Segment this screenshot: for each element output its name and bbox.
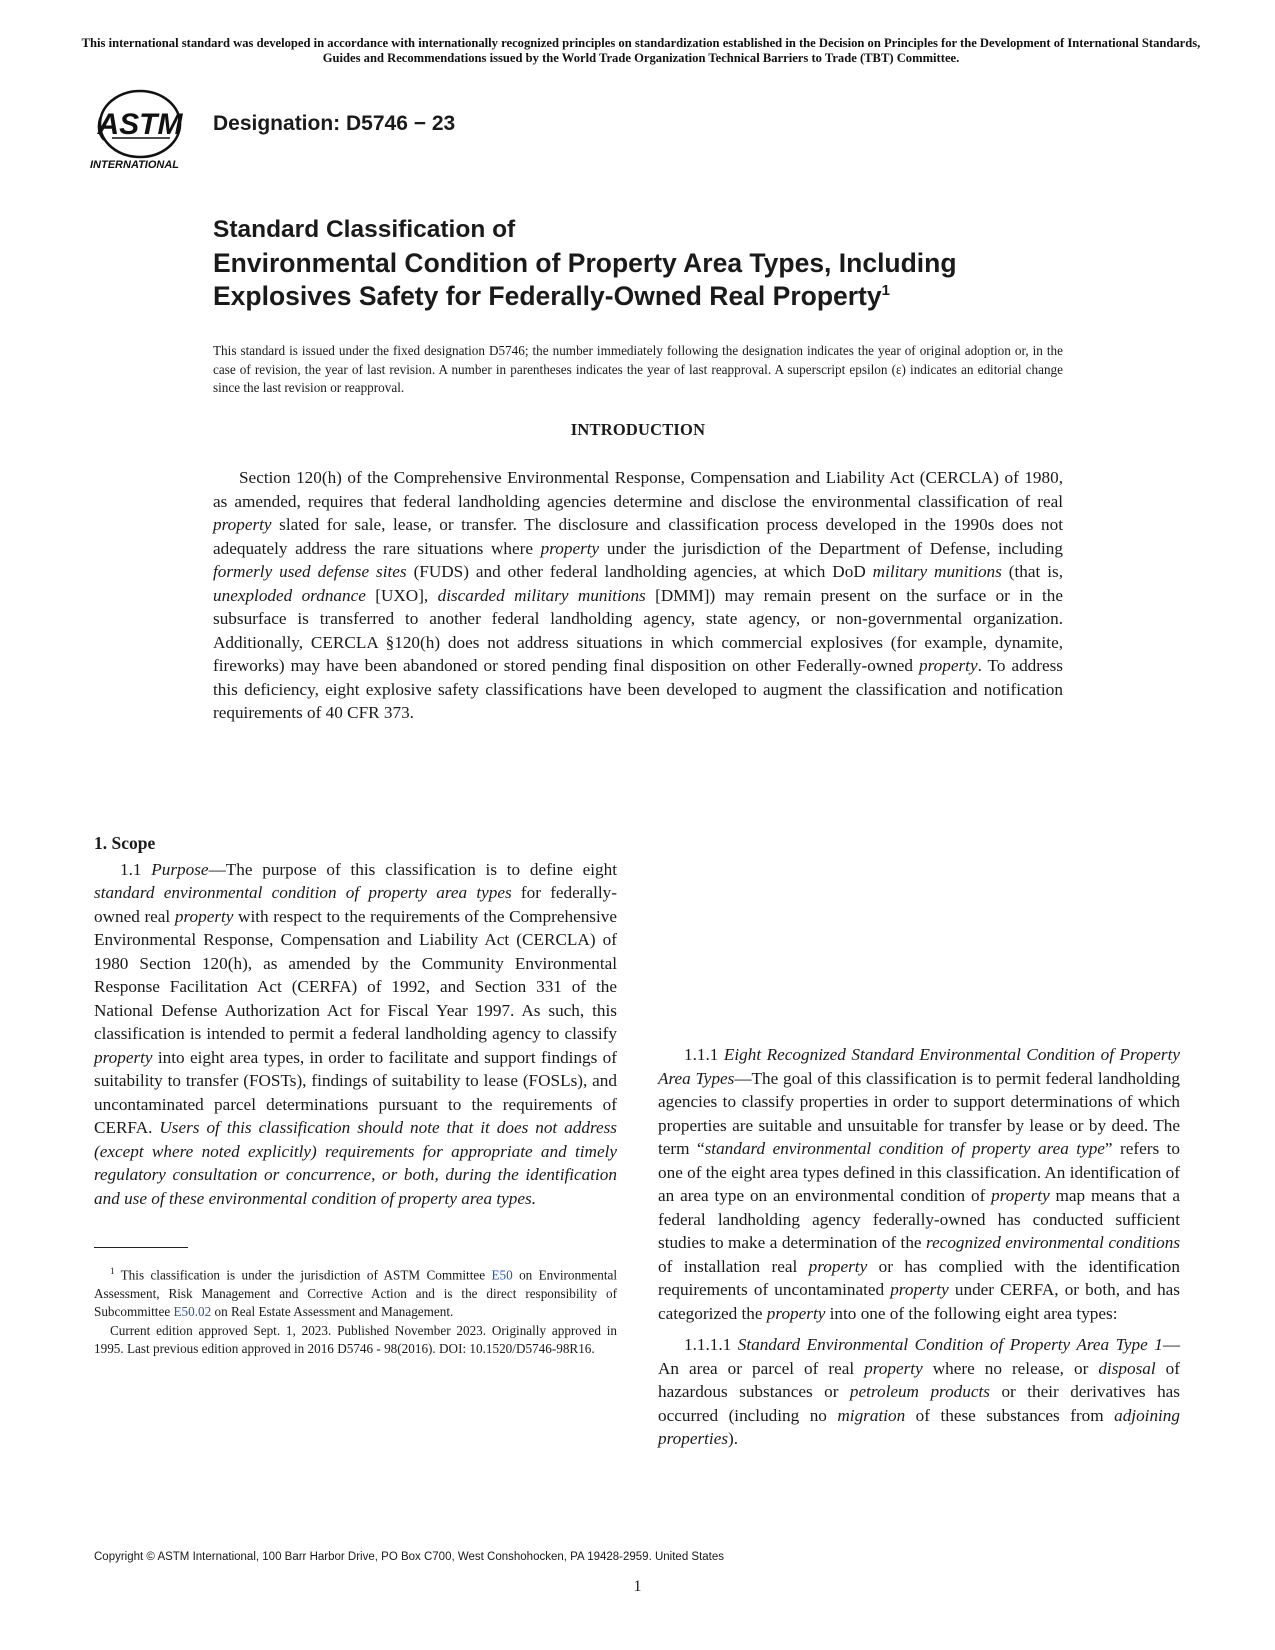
section-1-1: 1.1 Purpose—The purpose of this classification is to define eight standard environmental condition of property area types for federally-owned real property with respect to the requirements of the Comprehensive Environmental Response, Compensation and Liability Act (CERCLA) of 1980 Section 120(h), as amended by the Community Environmental Response Facilitation Act (CERFA) of 1992, and Section 331 of the National Defense Authorization Act for Fiscal Year 1997. As such, this classification is intended to permit a federal landholding agency to classify property into eight area types, in order to facilitate and support findings of suitability to transfer (FOSTs), findings of suitability to lease (FOSLs), and uncontaminated parcel determinations pursuant to the requirements of CERFA. Users of this classification should note that it does not address (except where noted explicitly) requirements for appropriate and timely regulatory consultation or concurrence, or both, during the identification and use of these environmental condition of property area types. xyxy=(94,859,618,1208)
section-1-1-1: 1.1.1 Eight Recognized Standard Environmental Condition of Property Area Types—The goal of this classification is to permit federal landholding agencies to classify properties in order to support determinations of which properties are suitable and unsuitable for transfer by lease or by deed. The term “standard environmental condition of property area type” refers to one of the eight area types defined in this classification. An identification of an area type on an environmental condition of property map means that a federal landholding agency federally-owned has conducted sufficient studies to make a determination of the recognized environmental conditions of installation real property or has complied with the identification requirements of uncontaminated property under CERFA, or both, and has categorized the property into one of the following eight area types: xyxy=(658,1045,1181,1323)
title-line-1: Standard Classification of xyxy=(213,216,516,243)
astm-logo xyxy=(90,88,200,170)
issued-note: This standard is issued under the fixed designation D5746; the number immediately following the designation indicates the year of original adoption or, in the case of revision, the year of last revision. A number in parentheses indicates the year of last reapproval. A superscript epsilon (ε) indicates an editorial change since the last revision or reapproval. xyxy=(213,343,1063,395)
footnote-1: $^1$ This classification is under the jurisdiction of ASTM Committee E50 on Environmental Assessment, Risk Management and Corrective Action and is the direct responsibility of Subcommittee E50.02 on Real Estate Assessment and Management. xyxy=(94,1266,617,1320)
subcommittee-link[interactable]: E50.02 xyxy=(173,1304,212,1320)
logo-letters: ASTM xyxy=(97,108,183,141)
title-line-3: Explosives Safety for Federally-Owned Real Property xyxy=(213,281,882,311)
edition-note: Current edition approved Sept. 1, 2023. Published November 2023. Originally approved in 1995. Last previous edition approved in 2016 D5746 - 98(2016). DOI: 10.1520/D5746-98R16. xyxy=(94,1322,617,1357)
logo-subtitle: INTERNATIONAL xyxy=(90,159,180,170)
section-1-1-1-1: 1.1.1.1 Standard Environmental Condition of Property Area Type 1—An area or parcel of real property where no release, or disposal of hazardous substances or petroleum products or their derivatives has occurred (including no migration of these substances from adjoining properties). xyxy=(658,1335,1180,1448)
introduction-heading: INTRODUCTION xyxy=(570,420,706,439)
title-footnote-mark: 1 xyxy=(881,282,890,300)
scope-heading: 1. Scope xyxy=(94,833,156,853)
left-column xyxy=(94,832,617,1210)
page-number: 1 xyxy=(633,1578,642,1595)
footnotes xyxy=(94,1262,617,1359)
introduction-text: Section 120(h) of the Comprehensive Environmental Response, Compensation and Liability Act (CERCLA) of 1980, as amended, requires that federal landholding agencies determine and disclose the environmental classification of real property slated for sale, lease, or transfer. The disclosure and classification process developed in the 1990s does not adequately address the rare situations where property under the jurisdiction of the Department of Defense, including formerly used defense sites (FUDS) and other federal landholding agencies, at which DoD military munitions (that is, unexploded ordnance [UXO], discarded military munitions [DMM]) may remain present on the surface or in the subsurface is transferred to another federal landholding agency, state agency, or non-governmental organization. Additionally, CERCLA §120(h) does not address situations in which commercial explosives (for example, dynamite, fireworks) may have been abandoned or stored pending final disposition on other Federally-owned property. To address this deficiency, eight explosive safety classifications have been developed to augment the classification and notification requirements of 40 CFR 373. xyxy=(213,468,1064,722)
wto-notice: This international standard was developed in accordance with internationally recognized principles on standardization established in the Decision on Principles for the Development of International Standards, Guides and Recommendations issued by the World Trade Organization Technical Barriers to Trade (TBT) Committee. xyxy=(81,36,1201,65)
committee-link[interactable]: E50 xyxy=(491,1267,513,1283)
right-column xyxy=(658,832,1180,1451)
document-title xyxy=(213,213,1113,314)
copyright: Copyright © ASTM International, 100 Barr Harbor Drive, PO Box C700, West Conshohocken, PA 19428-2959. United States xyxy=(94,1551,725,1563)
footnote-divider xyxy=(94,1247,188,1248)
title-line-2: Environmental Condition of Property Area Types, Including xyxy=(213,247,957,278)
designation: Designation: D5746 − 23 xyxy=(213,112,456,135)
